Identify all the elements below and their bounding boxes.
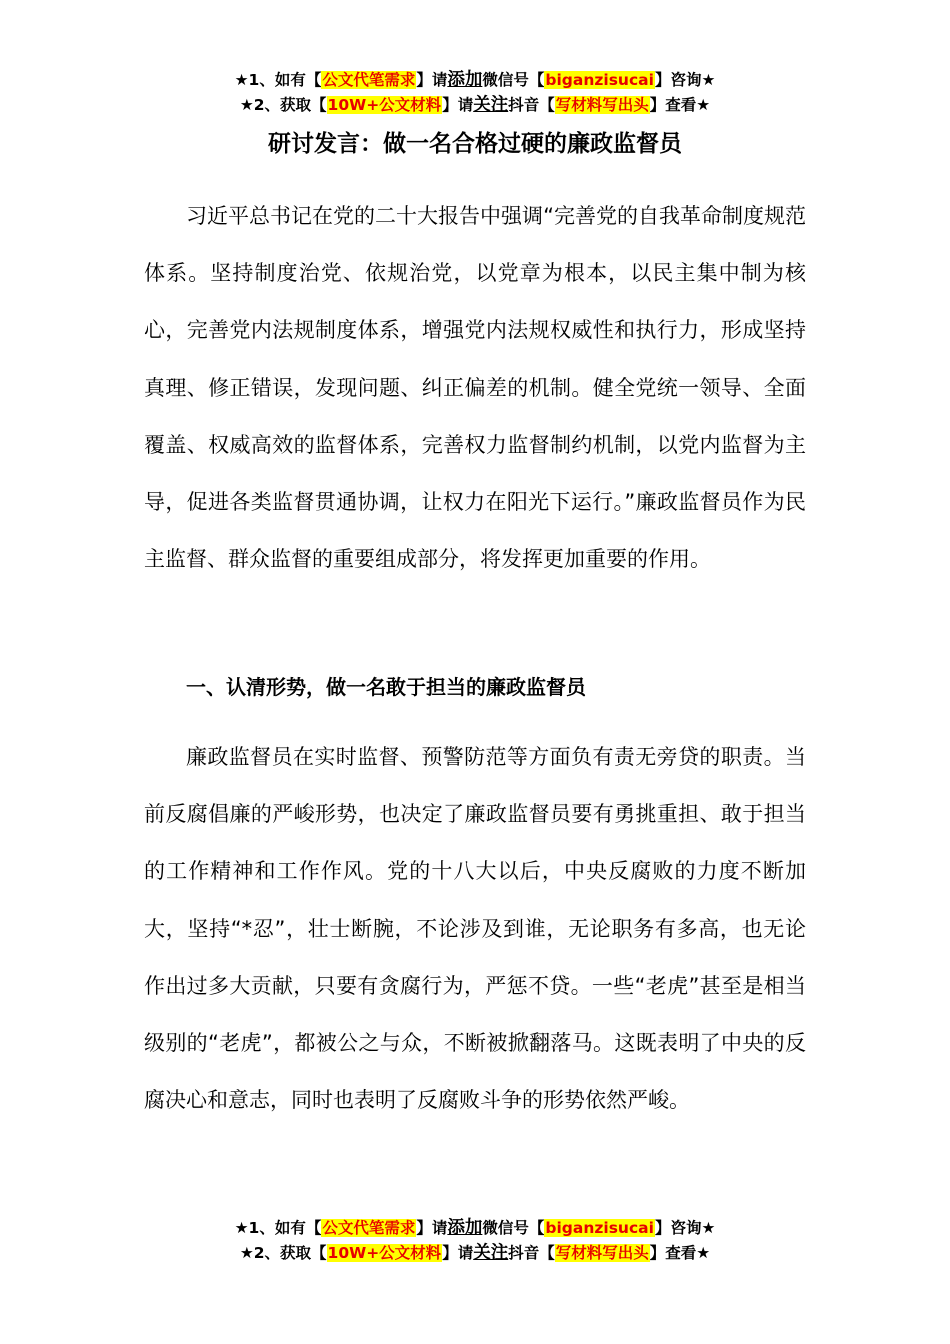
promo-text: ★1、如有【: [234, 1219, 322, 1237]
body-paragraph-1: 习近平总书记在党的二十大报告中强调“完善党的自我革命制度规范体系。坚持制度治党、依规治党，以党章为根本，以民主集中制为核心，完善党内法规制度体系，增强党内法规权威性和执行力，形成坚持真理、修正错误，发现问题、纠正偏差的机制。健全党统一领导、全面覆盖、权威高效的监督体系，完善权力监督制约机制，以党内监督为主导，促进各类监督贯通协调，让权力在阳光下运行。”廉政监督员作为民主监督、群众监督的重要组成部分，将发挥更加重要的作用。: [144, 204, 806, 572]
promo-text: ★2、获取【: [239, 1244, 327, 1262]
promo-text: 微信号【: [482, 71, 545, 89]
promo-line-1: [0, 1216, 950, 1241]
promo-line-2: [0, 1241, 950, 1266]
promo-highlight-douyin-id: 写材料写出头: [555, 96, 649, 114]
promo-text: 】咨询★: [654, 1219, 716, 1237]
promo-text: 抖音【: [508, 96, 555, 114]
promo-highlight-wechat-id: biganzisucai: [545, 71, 654, 89]
promo-text: ★2、获取【: [239, 96, 327, 114]
promo-highlight-wechat-id: biganzisucai: [545, 1219, 654, 1237]
promo-highlight-douyin-id: 写材料写出头: [555, 1244, 649, 1262]
promo-text: 抖音【: [508, 1244, 555, 1262]
promo-text: 】请: [416, 1219, 448, 1237]
section-heading-1: 一、认清形势，做一名敢于担当的廉政监督员: [186, 675, 586, 699]
promo-emphasis: 关注: [473, 1243, 509, 1263]
promo-emphasis: 添加: [447, 70, 483, 90]
promo-text: 】查看★: [649, 96, 711, 114]
promo-line-1: [0, 68, 950, 93]
body-paragraph-2: 廉政监督员在实时监督、预警防范等方面负有责无旁贷的职责。当前反腐倡廉的严峻形势，也决定了廉政监督员要有勇挑重担、敢于担当的工作精神和工作作风。党的十八大以后，中央反腐败的力度不断加大，坚持“*忍”，壮士断腕，不论涉及到谁，无论职务有多高，也无论作出过多大贡献，只要有贪腐行为，严惩不贷。一些“老虎”甚至是相当级别的“老虎”，都被公之与众，不断被掀翻落马。这既表明了中央的反腐决心和意志，同时也表明了反腐败斗争的形势依然严峻。: [144, 745, 806, 1113]
promo-text: 】请: [416, 71, 448, 89]
promo-highlight: 10W+公文材料: [327, 1244, 442, 1262]
promo-emphasis: 关注: [473, 95, 509, 115]
promo-text: 】请: [442, 96, 474, 114]
promo-text: 微信号【: [482, 1219, 545, 1237]
promo-text: 】查看★: [649, 1244, 711, 1262]
promo-banner-top: [0, 68, 950, 118]
promo-line-2: [0, 93, 950, 118]
promo-highlight: 公文代笔需求: [322, 1219, 416, 1237]
promo-highlight: 10W+公文材料: [327, 96, 442, 114]
document-title: 研讨发言：做一名合格过硬的廉政监督员: [268, 131, 682, 157]
promo-text: ★1、如有【: [234, 71, 322, 89]
promo-text: 】请: [442, 1244, 474, 1262]
promo-text: 】咨询★: [654, 71, 716, 89]
promo-highlight: 公文代笔需求: [322, 71, 416, 89]
promo-banner-bottom: [0, 1216, 950, 1266]
promo-emphasis: 添加: [447, 1218, 483, 1238]
